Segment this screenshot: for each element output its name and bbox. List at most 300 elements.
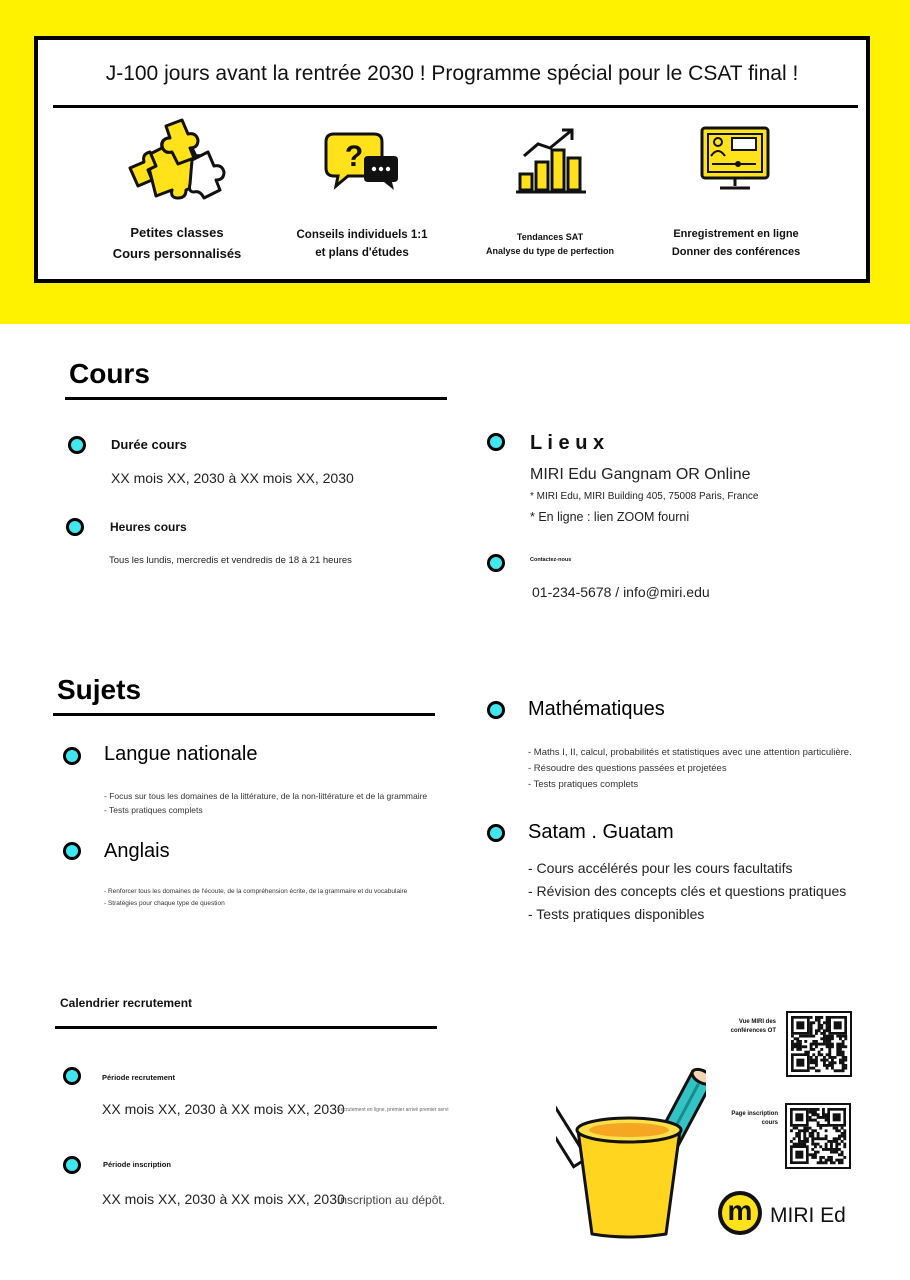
qr-module — [822, 1113, 825, 1116]
qr-module — [827, 1140, 830, 1143]
qr-module — [826, 1016, 829, 1019]
qr-module — [819, 1137, 822, 1140]
qr-module — [826, 1067, 829, 1070]
qr-module — [822, 1161, 825, 1164]
heures-label: Heures cours — [110, 520, 187, 534]
qr-module — [834, 1061, 837, 1064]
qr-module — [817, 1151, 820, 1154]
qr-module — [839, 1045, 842, 1048]
contact-label: Contactez-nous — [530, 557, 572, 563]
qr-module — [842, 1053, 845, 1056]
qr-module — [823, 1021, 826, 1024]
qr-module — [809, 1132, 812, 1135]
qr-inscription-label: Page inscription cours — [731, 1111, 778, 1126]
qr-module — [835, 1148, 838, 1151]
qr-module — [803, 1140, 806, 1143]
qr-module — [790, 1140, 793, 1143]
pencil-cup-illustration — [556, 1064, 706, 1242]
qr-module — [841, 1135, 844, 1138]
qr-module — [815, 1064, 818, 1067]
qr-module — [819, 1145, 822, 1148]
qr-module — [841, 1132, 844, 1135]
qr-module — [799, 1048, 802, 1051]
qr-module — [814, 1153, 817, 1156]
qr-module — [830, 1145, 833, 1148]
qr-module — [830, 1151, 833, 1154]
qr-module — [814, 1137, 817, 1140]
qr-module — [822, 1111, 825, 1114]
qr-module — [823, 1043, 826, 1046]
qr-module — [830, 1159, 833, 1162]
feature-4-label: Enregistrement en ligne Donner des conférences — [671, 228, 801, 258]
qr-finder-center — [795, 1151, 803, 1159]
qr-module — [827, 1148, 830, 1151]
qr-module — [794, 1043, 797, 1046]
qr-module — [811, 1143, 814, 1146]
qr-module — [825, 1135, 828, 1138]
qr-module — [833, 1127, 836, 1130]
qr-module — [838, 1137, 841, 1140]
qr-module — [814, 1113, 817, 1116]
qr-module — [823, 1059, 826, 1062]
qr-module — [839, 1037, 842, 1040]
qr-module — [828, 1035, 831, 1038]
qr-module — [799, 1040, 802, 1043]
feature-3-label: Tendances SAT Analyse du type de perfection — [485, 232, 615, 257]
qr-module — [831, 1043, 834, 1046]
qr-module — [801, 1129, 804, 1132]
qr-module — [822, 1116, 825, 1119]
qr-module — [818, 1051, 821, 1054]
qr-module — [812, 1067, 815, 1070]
qr-module — [804, 1045, 807, 1048]
qr-module — [798, 1132, 801, 1135]
qr-module — [820, 1043, 823, 1046]
qr-module — [826, 1021, 829, 1024]
langue-title: Langue nationale — [104, 743, 258, 765]
puzzle-icon — [126, 118, 226, 204]
qr-module — [810, 1043, 813, 1046]
inscription-value: XX mois XX, 2030 à XX mois XX, 2030 — [102, 1191, 345, 1207]
qr-module — [803, 1143, 806, 1146]
qr-module — [810, 1016, 813, 1019]
cours-rule — [65, 397, 447, 400]
qr-module — [820, 1037, 823, 1040]
qr-module — [822, 1156, 825, 1159]
qr-module — [833, 1161, 836, 1164]
qr-module — [810, 1061, 813, 1064]
qr-module — [834, 1069, 837, 1072]
qr-module — [817, 1135, 820, 1138]
qr-module — [804, 1040, 807, 1043]
qr-module — [819, 1161, 822, 1164]
qr-module — [839, 1048, 842, 1051]
qr-module — [828, 1040, 831, 1043]
qr-module — [823, 1035, 826, 1038]
heures-value: Tous les lundis, mercredis et vendredis de 18 à 21 heures — [109, 555, 352, 566]
qr-module — [811, 1137, 814, 1140]
qr-module — [799, 1035, 802, 1038]
lieux-name: MIRI Edu Gangnam OR Online — [530, 466, 751, 483]
qr-module — [815, 1040, 818, 1043]
lieux-title: L i e u x — [530, 432, 605, 454]
qr-module — [798, 1135, 801, 1138]
qr-module — [817, 1132, 820, 1135]
qr-module — [842, 1067, 845, 1070]
qr-module — [791, 1045, 794, 1048]
qr-module — [815, 1069, 818, 1072]
qr-module — [809, 1116, 812, 1119]
qr-module — [815, 1059, 818, 1062]
bullet-dot — [63, 842, 81, 860]
bullet-dot — [63, 747, 81, 765]
qr-module — [818, 1043, 821, 1046]
brand-logo-letter: m — [727, 1195, 753, 1226]
qr-module — [809, 1127, 812, 1130]
bullet-dot — [63, 1156, 81, 1174]
qr-module — [812, 1040, 815, 1043]
qr-module — [795, 1135, 798, 1138]
qr-module — [823, 1037, 826, 1040]
qr-module — [812, 1053, 815, 1056]
qr-module — [812, 1021, 815, 1024]
maths-lines: - Maths I, II, calcul, probabilités et statistiques avec une attention particulière. - Résoudre des questions passées et projetées - Tests pratiques complets — [528, 747, 852, 790]
qr-module — [831, 1037, 834, 1040]
qr-module — [827, 1159, 830, 1162]
qr-module — [810, 1067, 813, 1070]
qr-module — [836, 1053, 839, 1056]
qr-module — [811, 1153, 814, 1156]
sujets-rule — [53, 713, 435, 716]
qr-module — [843, 1156, 846, 1159]
qr-module — [817, 1161, 820, 1164]
qr-module — [811, 1132, 814, 1135]
qr-module — [820, 1024, 823, 1027]
qr-module — [818, 1027, 821, 1030]
qr-module — [839, 1051, 842, 1054]
qr-module — [833, 1151, 836, 1154]
qr-module — [838, 1159, 841, 1162]
qr-module — [835, 1151, 838, 1154]
qr-module — [836, 1035, 839, 1038]
qr-module — [819, 1124, 822, 1127]
qr-module — [812, 1059, 815, 1062]
qr-module — [822, 1108, 825, 1111]
qr-module — [826, 1019, 829, 1022]
qr-module — [826, 1040, 829, 1043]
sujets-title: Sujets — [57, 674, 142, 705]
qr-module — [836, 1043, 839, 1046]
qr-module — [825, 1148, 828, 1151]
qr-module — [842, 1043, 845, 1046]
qr-module — [836, 1048, 839, 1051]
qr-module — [835, 1159, 838, 1162]
qr-module — [843, 1137, 846, 1140]
qr-module — [818, 1016, 821, 1019]
qr-module — [810, 1021, 813, 1024]
qr-module — [823, 1040, 826, 1043]
bullet-dot — [487, 554, 505, 572]
qr-module — [844, 1035, 847, 1038]
qr-module — [799, 1043, 802, 1046]
qr-module — [802, 1045, 805, 1048]
recrutement-note: Recrutement en ligne, premier arrivé premier servi — [337, 1107, 449, 1113]
recrutement-value: XX mois XX, 2030 à XX mois XX, 2030 — [102, 1101, 345, 1117]
qr-lectures-label: Vue MIRI des conférences OT — [730, 1019, 776, 1034]
qr-module — [836, 1051, 839, 1054]
qr-module — [841, 1161, 844, 1164]
qr-module — [839, 1061, 842, 1064]
inscription-note: Inscription au dépôt. — [337, 1193, 446, 1207]
qr-module — [826, 1064, 829, 1067]
qr-module — [844, 1056, 847, 1059]
qr-module — [835, 1145, 838, 1148]
bullet-dot — [68, 436, 86, 454]
qr-module — [831, 1045, 834, 1048]
qr-module — [823, 1061, 826, 1064]
qr-module — [826, 1024, 829, 1027]
qr-module — [835, 1140, 838, 1143]
qr-code-lectures[interactable] — [786, 1011, 852, 1077]
qr-module — [814, 1151, 817, 1154]
qr-module — [804, 1051, 807, 1054]
duree-value: XX mois XX, 2030 à XX mois XX, 2030 — [111, 470, 354, 486]
qr-finder-center — [834, 1021, 842, 1029]
qr-module — [801, 1140, 804, 1143]
qr-module — [818, 1024, 821, 1027]
qr-module — [825, 1145, 828, 1148]
banner-title: J-100 jours avant la rentrée 2030 ! Programme spécial pour le CSAT final ! — [105, 62, 799, 85]
bar-chart-icon — [514, 126, 590, 198]
qr-module — [825, 1124, 828, 1127]
qr-module — [806, 1129, 809, 1132]
qr-module — [810, 1027, 813, 1030]
qr-module — [838, 1153, 841, 1156]
qr-module — [842, 1069, 845, 1072]
qr-module — [822, 1137, 825, 1140]
qr-module — [826, 1037, 829, 1040]
qr-module — [831, 1059, 834, 1062]
qr-module — [826, 1053, 829, 1056]
qr-module — [828, 1037, 831, 1040]
qr-module — [823, 1032, 826, 1035]
langue-lines: - Focus sur tous les domaines de la littérature, de la non-littérature et de la grammaire - Tests pratiques complets — [104, 791, 428, 815]
qr-module — [817, 1124, 820, 1127]
qr-module — [841, 1153, 844, 1156]
bullet-dot — [66, 518, 84, 536]
qr-module — [838, 1148, 841, 1151]
qr-module — [790, 1129, 793, 1132]
banner-divider — [53, 105, 858, 108]
brand-logo — [718, 1191, 762, 1235]
qr-module — [819, 1127, 822, 1130]
duree-label: Durée cours — [111, 437, 187, 452]
qr-module — [823, 1064, 826, 1067]
calendrier-rule — [55, 1026, 437, 1029]
qr-module — [793, 1127, 796, 1130]
qr-module — [818, 1019, 821, 1022]
qr-module — [843, 1145, 846, 1148]
qr-module — [814, 1156, 817, 1159]
qr-module — [811, 1119, 814, 1122]
maths-title: Mathématiques — [528, 698, 665, 720]
qr-module — [810, 1059, 813, 1062]
qr-module — [844, 1037, 847, 1040]
qr-module — [798, 1143, 801, 1146]
qr-code-inscription[interactable] — [785, 1103, 851, 1169]
qr-module — [835, 1127, 838, 1130]
qr-module — [830, 1156, 833, 1159]
qr-finder-center — [796, 1021, 804, 1029]
qr-module — [809, 1111, 812, 1114]
qr-module — [841, 1151, 844, 1154]
lieux-online: * En ligne : lien ZOOM fourni — [530, 510, 690, 524]
qr-module — [817, 1116, 820, 1119]
qr-module — [831, 1064, 834, 1067]
qr-module — [817, 1143, 820, 1146]
qr-module — [798, 1129, 801, 1132]
qr-module — [796, 1037, 799, 1040]
qr-module — [803, 1137, 806, 1140]
qr-module — [839, 1069, 842, 1072]
qr-module — [814, 1108, 817, 1111]
bullet-dot — [487, 701, 505, 719]
qr-module — [839, 1043, 842, 1046]
qr-module — [828, 1061, 831, 1064]
qr-module — [810, 1056, 813, 1059]
qr-module — [844, 1045, 847, 1048]
qr-module — [835, 1143, 838, 1146]
qr-module — [807, 1051, 810, 1054]
anglais-title: Anglais — [104, 840, 170, 862]
qr-module — [828, 1043, 831, 1046]
qr-module — [826, 1027, 829, 1030]
qr-module — [814, 1129, 817, 1132]
qr-module — [815, 1043, 818, 1046]
qr-module — [836, 1069, 839, 1072]
qr-module — [843, 1132, 846, 1135]
qr-module — [842, 1061, 845, 1064]
qr-module — [835, 1129, 838, 1132]
qr-module — [796, 1045, 799, 1048]
qr-module — [814, 1111, 817, 1114]
qr-module — [830, 1143, 833, 1146]
qr-module — [810, 1024, 813, 1027]
qr-module — [791, 1043, 794, 1046]
qr-module — [810, 1045, 813, 1048]
qr-module — [814, 1119, 817, 1122]
qr-module — [809, 1119, 812, 1122]
qr-module — [819, 1156, 822, 1159]
qr-module — [817, 1108, 820, 1111]
qr-module — [791, 1035, 794, 1038]
qr-module — [830, 1140, 833, 1143]
qr-module — [796, 1040, 799, 1043]
qr-module — [823, 1029, 826, 1032]
qr-module — [811, 1156, 814, 1159]
qr-module — [798, 1140, 801, 1143]
bullet-dot — [487, 824, 505, 842]
qr-module — [803, 1129, 806, 1132]
qr-module — [818, 1029, 821, 1032]
qr-module — [803, 1132, 806, 1135]
qr-module — [839, 1035, 842, 1038]
qr-module — [817, 1121, 820, 1124]
qr-module — [833, 1140, 836, 1143]
qr-module — [842, 1056, 845, 1059]
qr-module — [810, 1048, 813, 1051]
qr-finder-center — [833, 1113, 841, 1121]
qr-module — [801, 1143, 804, 1146]
qr-module — [820, 1059, 823, 1062]
qr-module — [831, 1035, 834, 1038]
qr-module — [818, 1053, 821, 1056]
qr-module — [842, 1045, 845, 1048]
qr-module — [814, 1143, 817, 1146]
qr-finder-center — [796, 1059, 804, 1067]
qr-module — [830, 1161, 833, 1164]
qr-module — [827, 1156, 830, 1159]
bullet-dot — [63, 1067, 81, 1085]
qr-module — [811, 1129, 814, 1132]
qr-module — [809, 1108, 812, 1111]
qr-module — [835, 1137, 838, 1140]
qr-module — [828, 1056, 831, 1059]
qr-module — [810, 1035, 813, 1038]
recrutement-label: Période recrutement — [102, 1073, 175, 1082]
qr-module — [828, 1051, 831, 1054]
qr-module — [793, 1143, 796, 1146]
qr-module — [809, 1135, 812, 1138]
qr-module — [809, 1153, 812, 1156]
qr-module — [820, 1027, 823, 1030]
qr-module — [806, 1137, 809, 1140]
qr-module — [820, 1032, 823, 1035]
svg-text:?: ? — [344, 140, 364, 173]
qr-module — [819, 1116, 822, 1119]
qr-finder-center — [795, 1113, 803, 1121]
qr-module — [822, 1148, 825, 1151]
qr-module — [803, 1135, 806, 1138]
feature-2-label: Conseils individuels 1:1 et plans d'études — [296, 229, 428, 260]
qr-module — [807, 1035, 810, 1038]
cours-title: Cours — [69, 358, 150, 389]
chat-question-icon — [322, 130, 402, 192]
qr-module — [794, 1045, 797, 1048]
anglais-lines: - Renforcer tous les domaines de l'écoute, de la compréhension écrite, de la grammaire et du vocabulaire - Stratégies pour chaque type de question — [104, 888, 408, 907]
qr-module — [811, 1135, 814, 1138]
qr-module — [812, 1035, 815, 1038]
qr-module — [810, 1032, 813, 1035]
contact-value: 01-234-5678 / info@miri.edu — [532, 584, 710, 600]
qr-module — [812, 1061, 815, 1064]
qr-module — [825, 1119, 828, 1122]
satam-title: Satam . Guatam — [528, 821, 674, 843]
qr-module — [815, 1056, 818, 1059]
qr-module — [820, 1016, 823, 1019]
qr-module — [820, 1053, 823, 1056]
qr-module — [844, 1067, 847, 1070]
qr-module — [826, 1029, 829, 1032]
qr-module — [825, 1143, 828, 1146]
qr-module — [811, 1113, 814, 1116]
qr-module — [795, 1132, 798, 1135]
calendrier-title: Calendrier recrutement — [60, 996, 193, 1010]
qr-module — [828, 1064, 831, 1067]
qr-module — [820, 1048, 823, 1051]
qr-module — [825, 1113, 828, 1116]
qr-module — [815, 1016, 818, 1019]
